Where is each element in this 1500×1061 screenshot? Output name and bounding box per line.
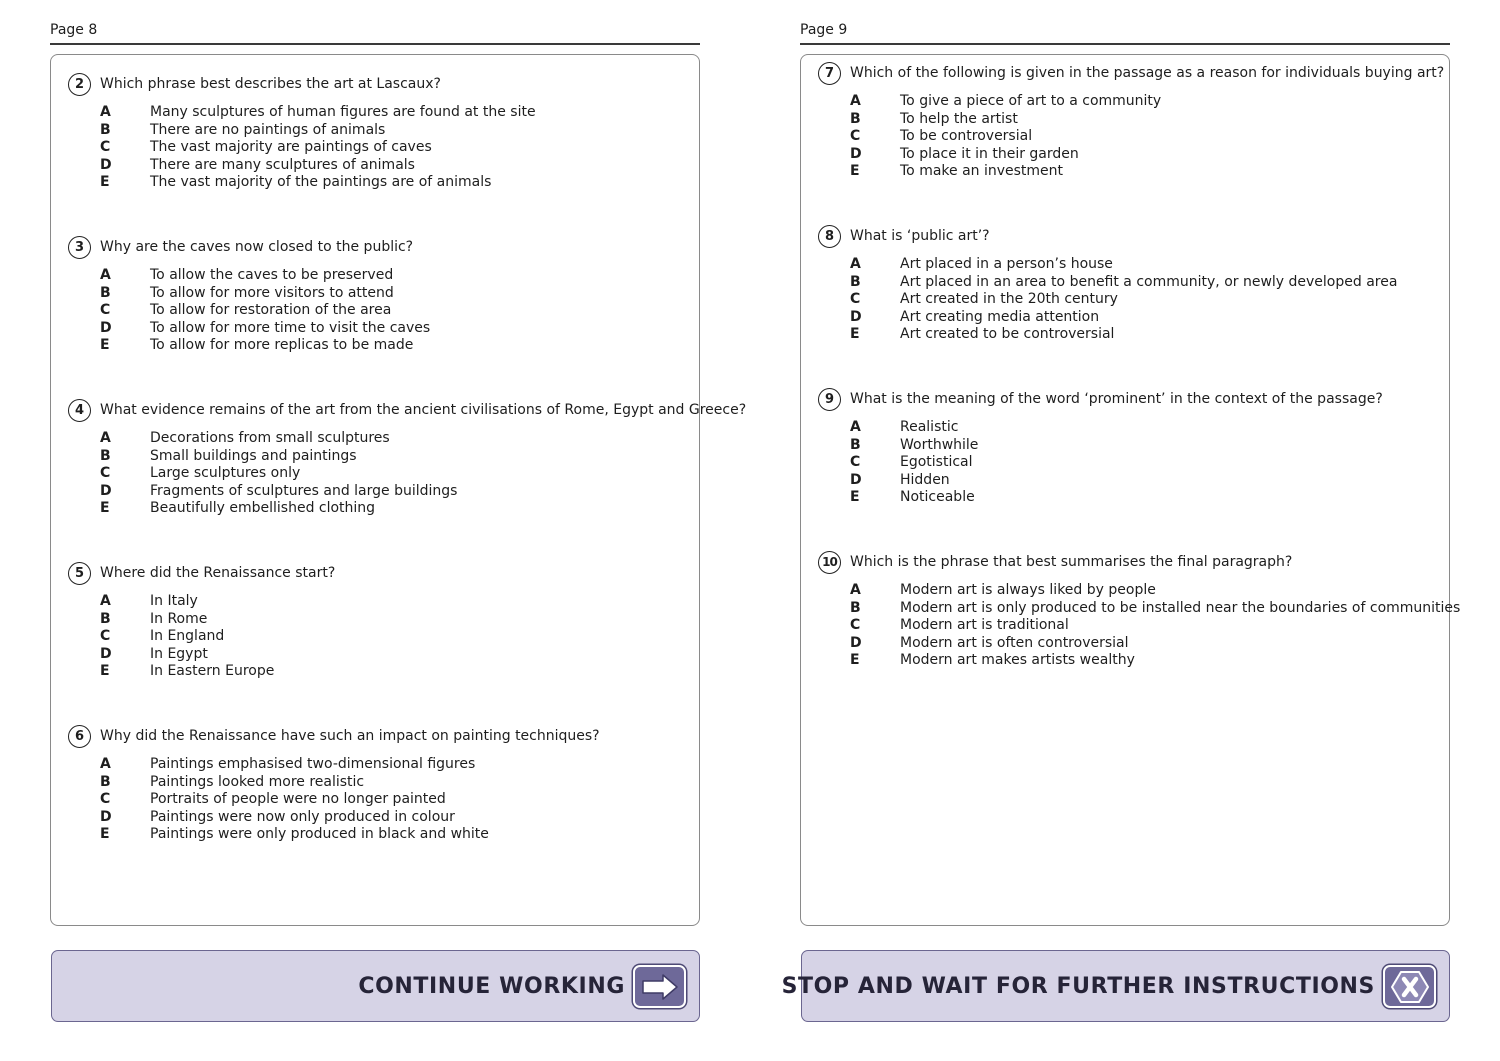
answer-option-c[interactable]	[850, 616, 1069, 634]
option-letter: D	[100, 157, 112, 173]
option-text: To allow for more time to visit the caves	[150, 320, 431, 336]
option-text: Paintings emphasised two-dimensional figures	[150, 756, 476, 772]
page-header: Page 8	[50, 22, 98, 38]
answer-option-b[interactable]	[100, 121, 385, 139]
option-text: Art placed in an area to benefit a community, or newly developed area	[900, 274, 1398, 290]
option-text: To allow for restoration of the area	[150, 302, 392, 318]
option-text: Large sculptures only	[150, 465, 301, 481]
option-letter: A	[850, 419, 861, 435]
question-text: Why are the caves now closed to the public?	[100, 239, 414, 255]
question-text: Which of the following is given in the passage as a reason for individuals buying art?	[850, 65, 1445, 81]
option-letter: C	[850, 128, 861, 144]
option-letter: A	[100, 593, 111, 609]
question-text: What is the meaning of the word ‘prominent’ in the context of the passage?	[850, 391, 1383, 407]
question-box	[50, 54, 747, 926]
answer-option-a[interactable]	[100, 592, 198, 610]
option-text: To allow for more visitors to attend	[150, 285, 394, 301]
option-letter: A	[100, 430, 111, 446]
option-letter: D	[100, 809, 112, 825]
question-number: 9	[818, 388, 841, 411]
option-text: Beautifully embellished clothing	[150, 500, 376, 516]
option-letter: C	[100, 628, 111, 644]
answer-option-e[interactable]	[100, 662, 274, 680]
question-head	[68, 398, 746, 422]
question-text: What is ‘public art’?	[850, 228, 990, 244]
option-letter: C	[850, 291, 861, 307]
option-text: In Eastern Europe	[150, 663, 275, 679]
answer-option-d[interactable]	[100, 156, 415, 174]
option-letter: E	[850, 489, 860, 505]
option-letter: B	[100, 611, 111, 627]
question-head	[68, 235, 413, 259]
question-head	[818, 61, 1444, 85]
option-text: In Italy	[150, 593, 198, 609]
option-text: Modern art makes artists wealthy	[900, 652, 1135, 668]
answer-option-b[interactable]	[100, 284, 394, 302]
page-header: Page 9	[800, 22, 848, 38]
option-text: To be controversial	[900, 128, 1033, 144]
option-text: Art created to be controversial	[900, 326, 1115, 342]
answer-option-d[interactable]	[100, 482, 457, 500]
option-letter: A	[850, 93, 861, 109]
option-letter: C	[100, 465, 111, 481]
option-text: To allow for more replicas to be made	[150, 337, 414, 353]
question-text: Which phrase best describes the art at Lascaux?	[100, 76, 441, 92]
stop-x-icon-glyph	[1390, 970, 1430, 1004]
question-number: 8	[818, 225, 841, 248]
answer-option-d[interactable]	[850, 634, 1129, 652]
answer-option-e[interactable]	[100, 499, 375, 517]
option-letter: D	[100, 483, 112, 499]
answer-option-e[interactable]	[100, 825, 489, 843]
arrow-right-icon-glyph	[640, 972, 680, 1002]
answer-option-d[interactable]	[850, 145, 1079, 163]
answer-option-a[interactable]	[100, 103, 536, 121]
answer-option-c[interactable]	[850, 453, 973, 471]
option-letter: C	[100, 302, 111, 318]
option-letter: B	[850, 274, 861, 290]
answer-option-e[interactable]	[850, 162, 1063, 180]
answer-option-a[interactable]	[850, 92, 1161, 110]
answer-option-a[interactable]	[850, 255, 1113, 273]
option-letter: C	[100, 139, 111, 155]
option-text: Noticeable	[900, 489, 975, 505]
option-letter: E	[100, 174, 110, 190]
option-text: Modern art is always liked by people	[900, 582, 1156, 598]
option-letter: D	[100, 320, 112, 336]
option-text: Hidden	[900, 472, 950, 488]
option-letter: E	[100, 826, 110, 842]
answer-option-c[interactable]	[100, 464, 300, 482]
answer-option-c[interactable]	[100, 138, 432, 156]
question-number: 6	[68, 725, 91, 748]
option-letter: B	[100, 122, 111, 138]
option-text: To allow the caves to be preserved	[150, 267, 394, 283]
option-text: Decorations from small sculptures	[150, 430, 390, 446]
answer-option-c[interactable]	[100, 790, 446, 808]
question-head	[68, 72, 441, 96]
option-letter: B	[850, 437, 861, 453]
option-letter: B	[100, 774, 111, 790]
question-text: Why did the Renaissance have such an impact on painting techniques?	[100, 728, 600, 744]
answer-option-b[interactable]	[850, 110, 1018, 128]
answer-option-e[interactable]	[850, 488, 975, 506]
option-text: To make an investment	[900, 163, 1064, 179]
question-text: What evidence remains of the art from the ancient civilisations of Rome, Egypt and Greece?	[100, 402, 747, 418]
banner-label: STOP AND WAIT FOR FURTHER INSTRUCTIONS	[781, 974, 1375, 999]
option-letter: D	[850, 309, 862, 325]
option-text: Paintings were now only produced in colour	[150, 809, 455, 825]
option-text: Art created in the 20th century	[900, 291, 1118, 307]
option-letter: E	[850, 326, 860, 342]
option-letter: D	[850, 635, 862, 651]
question-head	[68, 561, 335, 585]
question-head	[818, 387, 1383, 411]
question-text: Which is the phrase that best summarises the final paragraph?	[850, 554, 1293, 570]
option-text: To give a piece of art to a community	[900, 93, 1162, 109]
option-letter: B	[850, 600, 861, 616]
question-text: Where did the Renaissance start?	[100, 565, 336, 581]
answer-option-c[interactable]	[850, 127, 1032, 145]
option-letter: E	[850, 163, 860, 179]
answer-option-b[interactable]	[850, 599, 1460, 617]
option-text: Realistic	[900, 419, 959, 435]
option-letter: D	[850, 472, 862, 488]
answer-option-c[interactable]	[100, 301, 391, 319]
option-text: In England	[150, 628, 225, 644]
option-letter: B	[100, 285, 111, 301]
question-number: 7	[818, 62, 841, 85]
question-head	[818, 224, 990, 248]
answer-option-a[interactable]	[100, 429, 390, 447]
answer-option-b[interactable]	[100, 447, 357, 465]
option-text: The vast majority of the paintings are of animals	[150, 174, 492, 190]
answer-option-a[interactable]	[850, 581, 1156, 599]
answer-option-c[interactable]	[100, 627, 224, 645]
question-number: 2	[68, 73, 91, 96]
answer-option-b[interactable]	[100, 773, 364, 791]
option-letter: E	[100, 337, 110, 353]
header-rule	[800, 43, 1450, 45]
option-text: To place it in their garden	[900, 146, 1079, 162]
option-text: Modern art is only produced to be installed near the boundaries of communities	[900, 600, 1461, 616]
option-letter: C	[850, 617, 861, 633]
option-text: Many sculptures of human figures are found at the site	[150, 104, 536, 120]
option-text: The vast majority are paintings of caves	[150, 139, 432, 155]
continue-working-banner[interactable]	[51, 950, 700, 1022]
page-9	[781, 0, 1461, 1061]
option-letter: B	[100, 448, 111, 464]
option-letter: D	[100, 646, 112, 662]
answer-option-c[interactable]	[850, 290, 1118, 308]
option-text: Paintings looked more realistic	[150, 774, 365, 790]
option-letter: A	[850, 582, 861, 598]
option-letter: E	[850, 652, 860, 668]
option-text: There are no paintings of animals	[150, 122, 386, 138]
option-text: Fragments of sculptures and large buildings	[150, 483, 458, 499]
option-text: There are many sculptures of animals	[150, 157, 415, 173]
option-text: In Rome	[150, 611, 208, 627]
option-letter: E	[100, 500, 110, 516]
question-number: 4	[68, 399, 91, 422]
option-text: Modern art is traditional	[900, 617, 1069, 633]
option-letter: A	[850, 256, 861, 272]
answer-option-e[interactable]	[100, 173, 491, 191]
question-head	[68, 724, 600, 748]
answer-option-d[interactable]	[100, 645, 208, 663]
question-box	[800, 54, 1461, 926]
answer-option-b[interactable]	[100, 610, 207, 628]
header-rule	[50, 43, 700, 45]
option-text: In Egypt	[150, 646, 208, 662]
arrow-right-icon[interactable]	[633, 965, 686, 1008]
question-number: 3	[68, 236, 91, 259]
answer-option-b[interactable]	[850, 273, 1397, 291]
option-text: Art placed in a person’s house	[900, 256, 1113, 272]
option-text: Worthwhile	[900, 437, 979, 453]
answer-option-b[interactable]	[850, 436, 978, 454]
answer-option-d[interactable]	[850, 308, 1099, 326]
question-number: 10	[818, 551, 841, 574]
banner-label: CONTINUE WORKING	[358, 974, 625, 999]
option-text: Small buildings and paintings	[150, 448, 357, 464]
answer-option-e[interactable]	[850, 651, 1135, 669]
answer-option-a[interactable]	[100, 755, 475, 773]
option-letter: C	[850, 454, 861, 470]
option-text: Paintings were only produced in black and white	[150, 826, 489, 842]
option-text: Modern art is often controversial	[900, 635, 1129, 651]
answer-option-d[interactable]	[850, 471, 950, 489]
option-letter: C	[100, 791, 111, 807]
option-text: Portraits of people were no longer painted	[150, 791, 446, 807]
answer-option-a[interactable]	[100, 266, 393, 284]
answer-option-e[interactable]	[850, 325, 1114, 343]
question-number: 5	[68, 562, 91, 585]
question-head	[818, 550, 1292, 574]
stop-and-wait-banner[interactable]	[781, 950, 1450, 1022]
answer-option-a[interactable]	[850, 418, 958, 436]
stop-x-icon[interactable]	[1383, 965, 1436, 1008]
answer-option-d[interactable]	[100, 808, 455, 826]
option-letter: A	[100, 267, 111, 283]
page-8	[50, 0, 747, 1061]
answer-option-d[interactable]	[100, 319, 430, 337]
option-letter: A	[100, 756, 111, 772]
option-letter: A	[100, 104, 111, 120]
option-letter: E	[100, 663, 110, 679]
option-text: Art creating media attention	[900, 309, 1100, 325]
option-text: Egotistical	[900, 454, 973, 470]
option-letter: B	[850, 111, 861, 127]
option-text: To help the artist	[900, 111, 1018, 127]
answer-option-e[interactable]	[100, 336, 413, 354]
option-letter: D	[850, 146, 862, 162]
